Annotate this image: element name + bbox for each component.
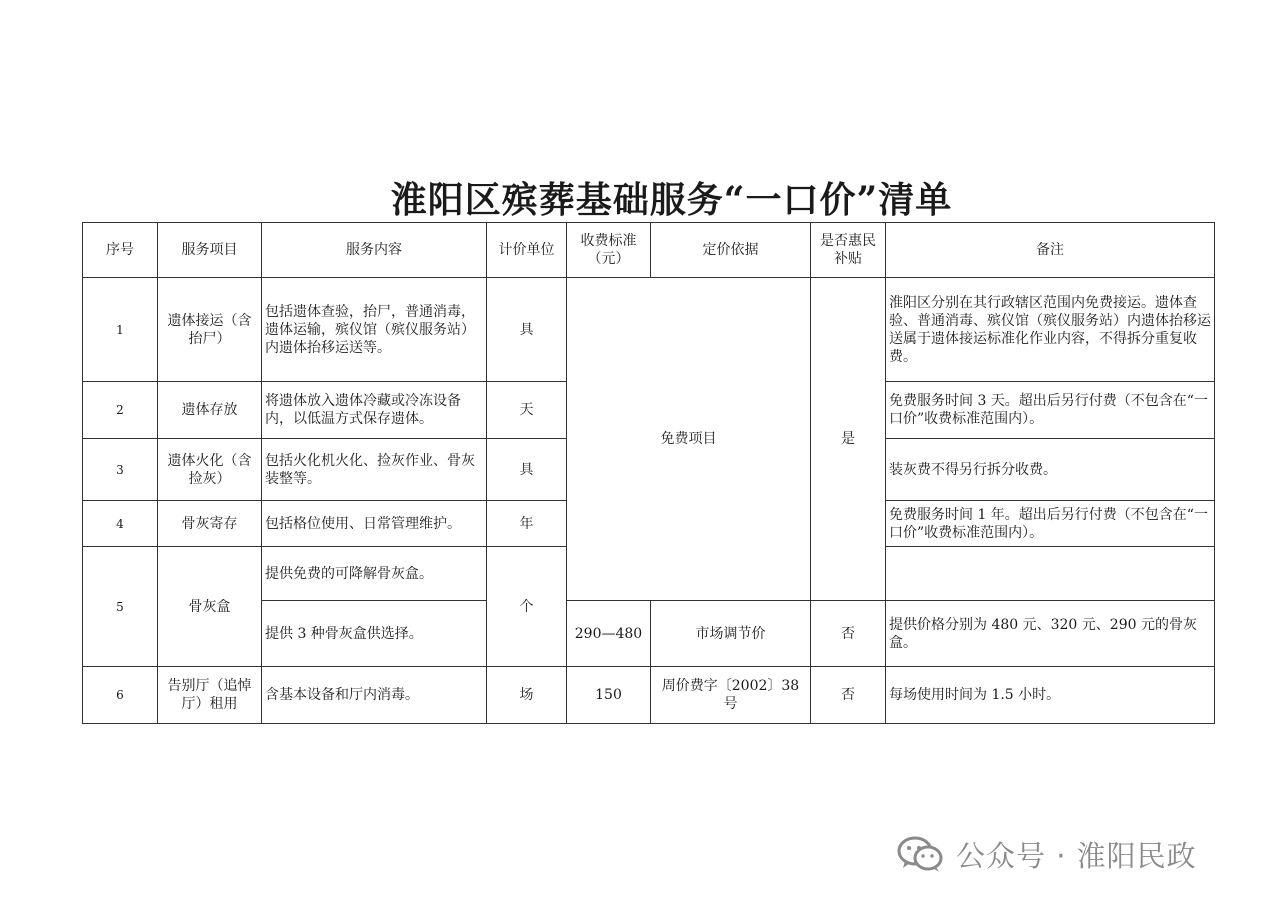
row-content: 包括遗体查验，抬尸，普通消毒，遗体运输，殡仪馆（殡仪服务站）内遗体抬移运送等。 [262,278,487,382]
wechat-icon [896,834,946,874]
row-remarks: 免费服务时间 3 天。超出后另行付费（不包含在“一口价”收费标准范围内）。 [886,382,1215,439]
row-content: 包括格位使用、日常管理维护。 [262,501,487,547]
table-row [83,667,1215,724]
row-seq: 3 [83,439,158,501]
header-seq: 序号 [83,223,158,278]
row-remarks: 每场使用时间为 1.5 小时。 [886,667,1215,724]
row-subsidy: 否 [811,667,886,724]
row-remarks: 淮阳区分别在其行政辖区范围内免费接运。遗体查验、普通消毒、殡仪馆（殡仪服务站）内遗体抬移运送属于遗体接运标准化作业内容，不得拆分重复收费。 [886,278,1215,382]
row-unit: 天 [487,382,567,439]
row-content: 提供免费的可降解骨灰盒。 [262,547,487,601]
row-unit: 年 [487,501,567,547]
header-unit: 计价单位 [487,223,567,278]
row-unit: 个 [487,547,567,667]
header-basis: 定价依据 [651,223,811,278]
row-seq: 1 [83,278,158,382]
row-content: 包括火化机火化、捡灰作业、骨灰装整等。 [262,439,487,501]
row-basis: 周价费字〔2002〕38 号 [651,667,811,724]
row-basis: 市场调节价 [651,601,811,667]
row-seq: 6 [83,667,158,724]
watermark-text: 公众号 · 淮阳民政 [956,838,1197,873]
row-remarks: 装灰费不得另行拆分收费。 [886,439,1215,501]
row-unit: 具 [487,439,567,501]
row-item: 遗体存放 [158,382,262,439]
header-remarks: 备注 [886,223,1215,278]
header-subsidy: 是否惠民补贴 [811,223,886,278]
row-seq: 2 [83,382,158,439]
table-row [83,278,1215,382]
row-item: 遗体接运（含抬尸） [158,278,262,382]
header-item: 服务项目 [158,223,262,278]
row-seq: 5 [83,547,158,667]
row-item: 骨灰盒 [158,547,262,667]
table-header-row [83,223,1215,278]
row-fee: 150 [567,667,651,724]
row-unit: 场 [487,667,567,724]
row-content: 提供 3 种骨灰盒供选择。 [262,601,487,667]
row-remarks: 免费服务时间 1 年。超出后另行付费（不包含在“一口价”收费标准范围内）。 [886,501,1215,547]
wechat-watermark [896,832,1246,876]
row-remarks: 提供价格分别为 480 元、320 元、290 元的骨灰盒。 [886,601,1215,667]
row-item: 告别厅（追悼厅）租用 [158,667,262,724]
row-content: 将遗体放入遗体冷藏或冷冻设备内，以低温方式保存遗体。 [262,382,487,439]
document-title: 淮阳区殡葬基础服务“一口价”清单 [390,179,953,221]
free-items-cell: 免费项目 [567,278,811,601]
price-list-table [82,222,1215,724]
row-fee: 290—480 [567,601,651,667]
row-seq: 4 [83,501,158,547]
row-unit: 具 [487,278,567,382]
row-content: 含基本设备和厅内消毒。 [262,667,487,724]
header-fee: 收费标准（元） [567,223,651,278]
header-content: 服务内容 [262,223,487,278]
row-subsidy: 否 [811,601,886,667]
row-remarks [886,547,1215,601]
subsidy-yes-cell: 是 [811,278,886,601]
row-item: 遗体火化（含捡灰） [158,439,262,501]
row-item: 骨灰寄存 [158,501,262,547]
